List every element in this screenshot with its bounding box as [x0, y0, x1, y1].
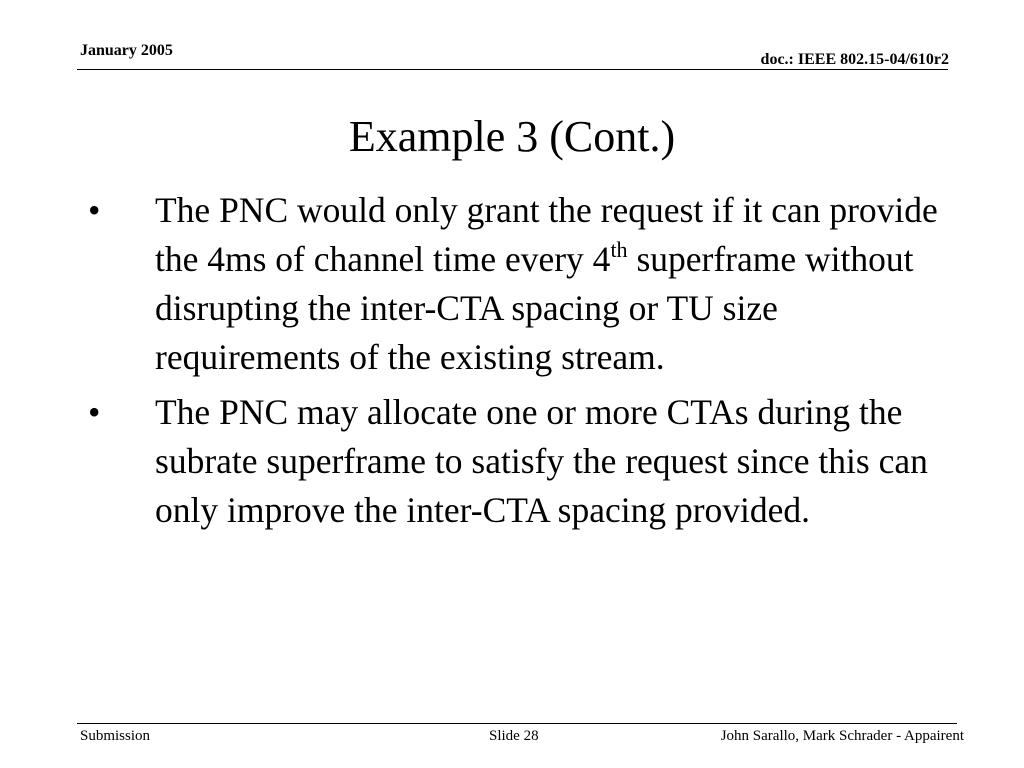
bullet-item — [80, 388, 950, 535]
bullet-text — [155, 186, 950, 382]
bullet-list — [80, 186, 950, 541]
footer-slide-number: Slide 28 — [489, 728, 539, 744]
bullet-text-part: The PNC would only grant the request if it can provide the 4ms of channel time every 4 — [155, 190, 938, 279]
superscript-th: th — [610, 237, 628, 262]
bullet-marker: • — [88, 190, 101, 230]
bullet-item — [80, 186, 950, 382]
footer-authors: John Sarallo, Mark Schrader - Appairent — [720, 728, 964, 744]
header-date: January 2005 — [80, 42, 173, 59]
header-doc-id: doc.: IEEE 802.15-04/610r2 — [760, 51, 949, 68]
bullet-text-part: superframe without disrupting the inter-CTA spacing or TU size requirements of the existing stream. — [155, 239, 914, 377]
slide-title: Example 3 (Cont.) — [348, 112, 676, 161]
footer-submission: Submission — [80, 728, 151, 744]
header-divider — [77, 69, 948, 70]
footer-divider — [77, 723, 957, 724]
bullet-text: The PNC may allocate one or more CTAs during the subrate superframe to satisfy the request since this can only improve the inter-CTA spacing provided. — [155, 392, 928, 530]
bullet-marker: • — [88, 392, 101, 432]
